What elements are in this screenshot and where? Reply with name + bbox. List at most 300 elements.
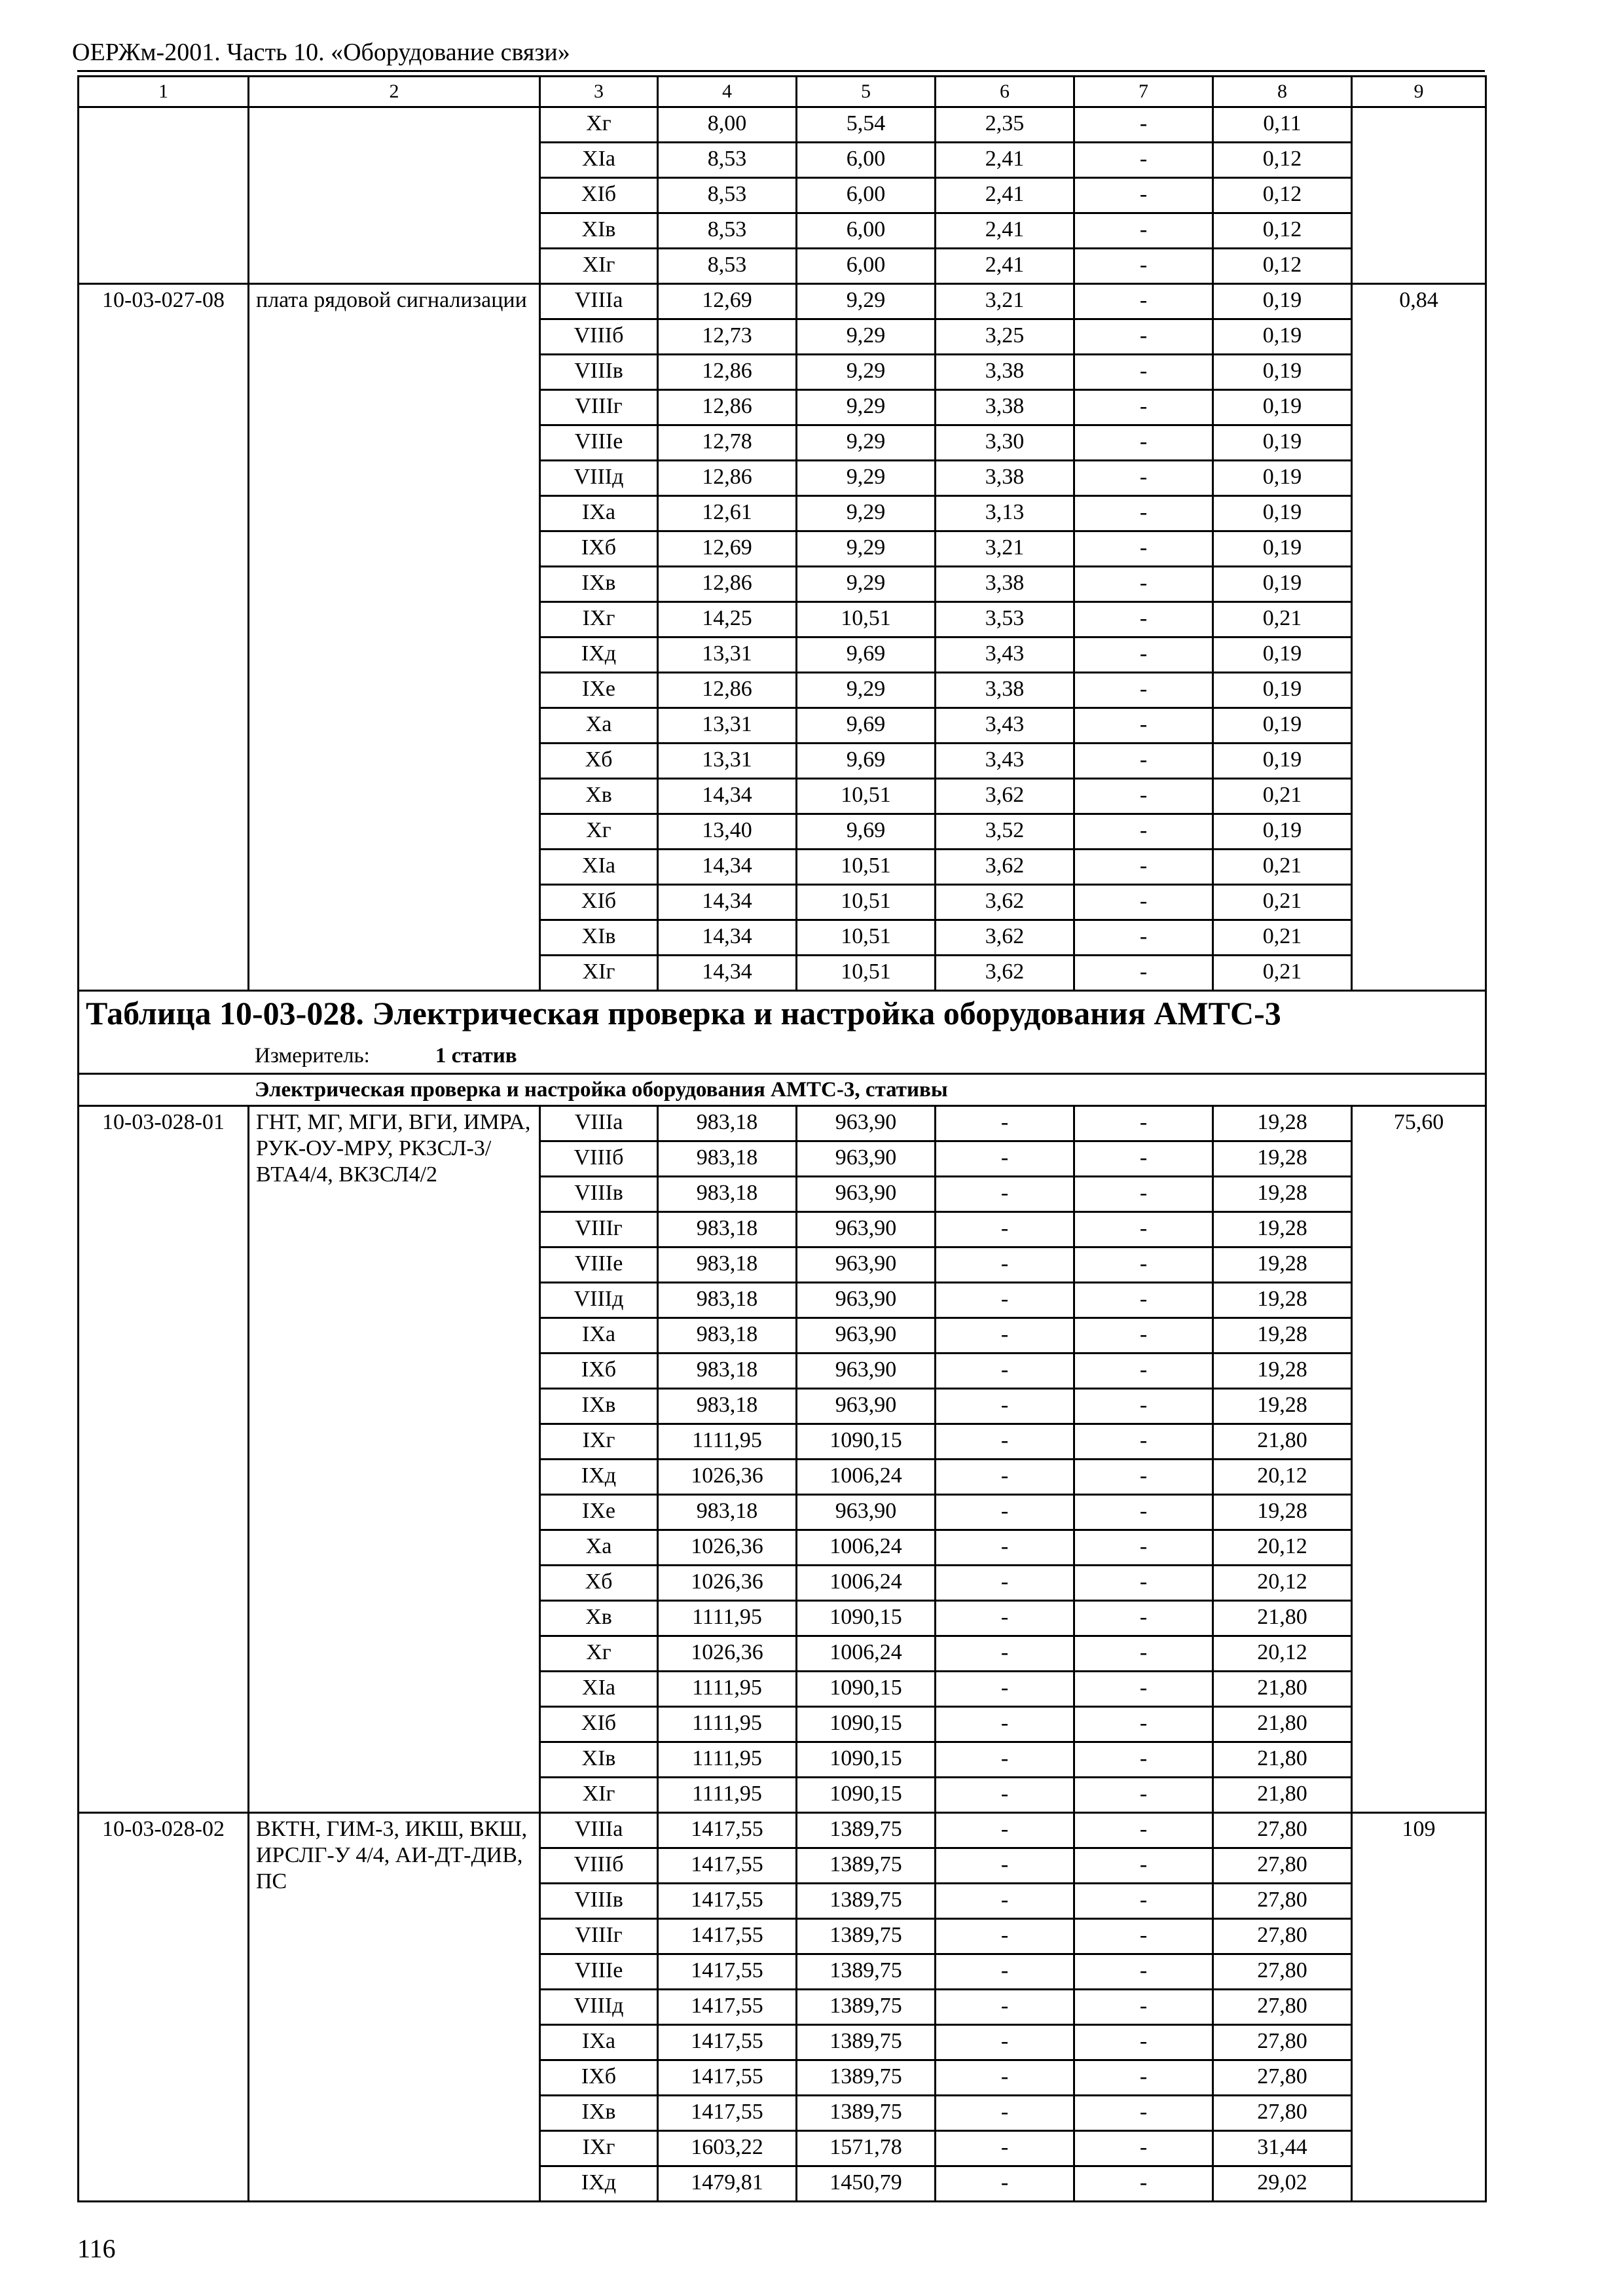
cell-col8: 20,12 [1213, 1566, 1352, 1601]
cell-col5: 1389,75 [797, 1919, 936, 1954]
cell-col4: 12,69 [658, 531, 797, 567]
cell-col5: 1006,24 [797, 1530, 936, 1566]
cell-col5: 1006,24 [797, 1566, 936, 1601]
cell-col7: - [1074, 1495, 1213, 1530]
cell-col8: 0,19 [1213, 708, 1352, 744]
cell-col6: 3,38 [936, 461, 1074, 496]
cell-col7: - [1074, 1566, 1213, 1601]
cell-col5: 9,29 [797, 355, 936, 390]
cell-col6: - [936, 1495, 1074, 1530]
cell-col3: IXв [540, 567, 658, 602]
cell-col8: 0,19 [1213, 284, 1352, 319]
cell-col6: - [936, 1884, 1074, 1919]
cell-col3: IXг [540, 1424, 658, 1460]
cell-col7: - [1074, 708, 1213, 744]
table-row [79, 1813, 1486, 1848]
cell-col7: - [1074, 2131, 1213, 2166]
cell-col3: XIв [540, 1742, 658, 1778]
cell-col8: 0,19 [1213, 567, 1352, 602]
cell-col7: - [1074, 779, 1213, 814]
cell-col8: 19,28 [1213, 1318, 1352, 1354]
cell-col7: - [1074, 814, 1213, 850]
cell-col5: 6,00 [797, 213, 936, 249]
cell-col6: 3,62 [936, 850, 1074, 885]
section-subtitle-row [79, 1074, 1486, 1106]
column-header: 5 [797, 77, 936, 107]
cell-col8: 0,19 [1213, 673, 1352, 708]
cell-col6: 3,62 [936, 779, 1074, 814]
cell-col7: - [1074, 1460, 1213, 1495]
cell-col6: - [936, 1141, 1074, 1177]
cell-col8: 19,28 [1213, 1106, 1352, 1141]
rate-code: 10-03-028-01 [79, 1106, 249, 1813]
cell-col4: 1417,55 [658, 2096, 797, 2131]
cell-col3: XIб [540, 178, 658, 213]
cell-col6: 3,21 [936, 531, 1074, 567]
cell-col5: 10,51 [797, 956, 936, 991]
cell-col8: 0,11 [1213, 107, 1352, 143]
cell-col3: IXа [540, 1318, 658, 1354]
cell-col7: - [1074, 284, 1213, 319]
cell-col7: - [1074, 496, 1213, 531]
cell-col6: - [936, 1247, 1074, 1283]
cell-col5: 9,29 [797, 567, 936, 602]
cell-col4: 8,00 [658, 107, 797, 143]
cell-col8: 0,12 [1213, 178, 1352, 213]
cell-col6: 2,41 [936, 249, 1074, 284]
cell-col6: - [936, 1460, 1074, 1495]
cell-col5: 1389,75 [797, 2096, 936, 2131]
cell-col8: 27,80 [1213, 1813, 1352, 1848]
cell-col9 [1352, 107, 1486, 284]
cell-col8: 21,80 [1213, 1672, 1352, 1707]
cell-col6: - [936, 1990, 1074, 2025]
cell-col3: XIг [540, 249, 658, 284]
cell-col5: 963,90 [797, 1247, 936, 1283]
column-header: 2 [249, 77, 540, 107]
cell-col4: 983,18 [658, 1354, 797, 1389]
cell-col5: 1389,75 [797, 2060, 936, 2096]
cell-col6: - [936, 1212, 1074, 1247]
cell-col3: IXв [540, 2096, 658, 2131]
cell-col9: 109 [1352, 1813, 1486, 2202]
cell-col5: 1571,78 [797, 2131, 936, 2166]
cell-col8: 0,19 [1213, 425, 1352, 461]
cell-col5: 963,90 [797, 1354, 936, 1389]
cell-col4: 14,25 [658, 602, 797, 637]
cell-col4: 12,86 [658, 673, 797, 708]
cell-col3: VIIIа [540, 1813, 658, 1848]
cell-col4: 1417,55 [658, 1919, 797, 1954]
cell-col7: - [1074, 1141, 1213, 1177]
cell-col8: 0,21 [1213, 602, 1352, 637]
cell-col7: - [1074, 249, 1213, 284]
table-row [79, 1106, 1486, 1141]
cell-col3: IXб [540, 2060, 658, 2096]
cell-col6: - [936, 2166, 1074, 2202]
cell-col5: 1389,75 [797, 1954, 936, 1990]
column-header: 6 [936, 77, 1074, 107]
cell-col5: 963,90 [797, 1318, 936, 1354]
cell-col3: XIв [540, 920, 658, 956]
cell-col5: 6,00 [797, 249, 936, 284]
cell-col3: VIIIв [540, 1884, 658, 1919]
running-header: ОЕРЖм-2001. Часть 10. «Оборудование связи» [72, 39, 570, 66]
cell-col8: 0,19 [1213, 461, 1352, 496]
cell-col4: 983,18 [658, 1141, 797, 1177]
cell-col6: - [936, 1813, 1074, 1848]
cell-col3: XIг [540, 956, 658, 991]
cell-col6: 2,41 [936, 178, 1074, 213]
cell-col6: - [936, 1707, 1074, 1742]
cell-col8: 0,19 [1213, 319, 1352, 355]
cell-col7: - [1074, 567, 1213, 602]
cell-col3: VIIIг [540, 390, 658, 425]
cell-col7: - [1074, 107, 1213, 143]
cell-col4: 12,69 [658, 284, 797, 319]
cell-col3: IXг [540, 602, 658, 637]
cell-col3: VIIIг [540, 1919, 658, 1954]
table-title: Таблица 10-03-028. Электрическая проверка и настройка оборудования АМТС-3 [86, 995, 1281, 1031]
cell-col3: XIа [540, 850, 658, 885]
cell-col3: VIIIг [540, 1212, 658, 1247]
cell-col6: - [936, 1848, 1074, 1884]
cell-col6: - [936, 1424, 1074, 1460]
cell-col5: 9,69 [797, 814, 936, 850]
cell-col8: 19,28 [1213, 1141, 1352, 1177]
cell-col7: - [1074, 1742, 1213, 1778]
cell-col4: 983,18 [658, 1495, 797, 1530]
cell-col6: 3,38 [936, 567, 1074, 602]
column-header-row [79, 77, 1486, 107]
header-rule [77, 70, 1485, 72]
cell-col4: 983,18 [658, 1247, 797, 1283]
cell-col4: 12,86 [658, 355, 797, 390]
cell-col6: - [936, 2060, 1074, 2096]
cell-col7: - [1074, 319, 1213, 355]
table-row [79, 107, 1486, 143]
cell-col6: - [936, 2131, 1074, 2166]
cell-col8: 20,12 [1213, 1530, 1352, 1566]
cell-col4: 13,31 [658, 708, 797, 744]
cell-col4: 12,73 [658, 319, 797, 355]
cell-col3: VIIIе [540, 1247, 658, 1283]
cell-col6: 2,41 [936, 213, 1074, 249]
cell-col7: - [1074, 1601, 1213, 1636]
cell-col7: - [1074, 1707, 1213, 1742]
cell-col6: - [936, 2096, 1074, 2131]
cell-col5: 9,29 [797, 425, 936, 461]
cell-col4: 1417,55 [658, 1884, 797, 1919]
cell-col4: 14,34 [658, 956, 797, 991]
cell-col4: 12,78 [658, 425, 797, 461]
cell-col4: 14,34 [658, 885, 797, 920]
column-header: 7 [1074, 77, 1213, 107]
cell-col5: 1450,79 [797, 2166, 936, 2202]
cell-col3: XIа [540, 1672, 658, 1707]
cell-col5: 9,69 [797, 708, 936, 744]
cell-col8: 19,28 [1213, 1354, 1352, 1389]
cell-col8: 0,21 [1213, 885, 1352, 920]
cell-col5: 9,29 [797, 390, 936, 425]
cell-col7: - [1074, 1636, 1213, 1672]
cell-col8: 0,19 [1213, 390, 1352, 425]
rates-table [77, 75, 1487, 2202]
cell-col9: 0,84 [1352, 284, 1486, 991]
cell-col3: VIIIв [540, 1177, 658, 1212]
cell-col3: IXд [540, 1460, 658, 1495]
cell-col4: 1417,55 [658, 2060, 797, 2096]
cell-col6: - [936, 1954, 1074, 1990]
cell-col4: 1111,95 [658, 1672, 797, 1707]
cell-col7: - [1074, 1530, 1213, 1566]
cell-col4: 12,86 [658, 567, 797, 602]
cell-col8: 0,19 [1213, 531, 1352, 567]
cell-col7: - [1074, 531, 1213, 567]
cell-col3: Xг [540, 1636, 658, 1672]
column-header: 3 [540, 77, 658, 107]
cell-col7: - [1074, 1919, 1213, 1954]
cell-col4: 1111,95 [658, 1778, 797, 1813]
cell-col8: 27,80 [1213, 1884, 1352, 1919]
cell-col3: IXб [540, 531, 658, 567]
cell-col3: Xг [540, 814, 658, 850]
cell-col6: - [936, 1601, 1074, 1636]
cell-col8: 0,21 [1213, 920, 1352, 956]
cell-col5: 963,90 [797, 1106, 936, 1141]
cell-col3: VIIIб [540, 1141, 658, 1177]
cell-col3: Xв [540, 779, 658, 814]
cell-col8: 0,19 [1213, 496, 1352, 531]
cell-col5: 1006,24 [797, 1636, 936, 1672]
cell-col7: - [1074, 1283, 1213, 1318]
section-title-row [79, 991, 1486, 1074]
rate-code: 10-03-028-02 [79, 1813, 249, 2202]
cell-col3: VIIIа [540, 284, 658, 319]
cell-col7: - [1074, 2096, 1213, 2131]
cell-col4: 1026,36 [658, 1460, 797, 1495]
cell-col8: 0,19 [1213, 355, 1352, 390]
cell-col6: 3,38 [936, 355, 1074, 390]
cell-col4: 14,34 [658, 779, 797, 814]
cell-col4: 1026,36 [658, 1636, 797, 1672]
cell-col4: 12,86 [658, 461, 797, 496]
cell-col8: 0,19 [1213, 637, 1352, 673]
cell-col4: 1111,95 [658, 1707, 797, 1742]
cell-col7: - [1074, 1813, 1213, 1848]
cell-col4: 1603,22 [658, 2131, 797, 2166]
cell-col6: 3,43 [936, 637, 1074, 673]
cell-col5: 10,51 [797, 779, 936, 814]
cell-col5: 1090,15 [797, 1742, 936, 1778]
cell-col7: - [1074, 1672, 1213, 1707]
cell-col4: 14,34 [658, 850, 797, 885]
cell-col8: 19,28 [1213, 1247, 1352, 1283]
cell-col3: VIIIб [540, 319, 658, 355]
cell-col8: 29,02 [1213, 2166, 1352, 2202]
cell-col6: - [936, 1106, 1074, 1141]
cell-col3: IXб [540, 1354, 658, 1389]
table-row [79, 284, 1486, 319]
cell-col5: 1090,15 [797, 1707, 936, 1742]
cell-col7: - [1074, 1354, 1213, 1389]
cell-col7: - [1074, 1424, 1213, 1460]
cell-col6: 3,25 [936, 319, 1074, 355]
cell-col3: VIIIа [540, 1106, 658, 1141]
cell-col3: VIIIе [540, 425, 658, 461]
cell-col8: 27,80 [1213, 2096, 1352, 2131]
cell-col8: 0,19 [1213, 814, 1352, 850]
cell-col7: - [1074, 143, 1213, 178]
cell-col7: - [1074, 956, 1213, 991]
cell-col4: 12,86 [658, 390, 797, 425]
cell-col4: 8,53 [658, 178, 797, 213]
section-title-cell [79, 991, 1486, 1074]
cell-col6: - [936, 1389, 1074, 1424]
cell-col3: Xб [540, 1566, 658, 1601]
cell-col6: - [936, 1566, 1074, 1601]
cell-col4: 983,18 [658, 1283, 797, 1318]
cell-col6: - [936, 1177, 1074, 1212]
cell-col6: - [936, 1318, 1074, 1354]
cell-col6: 3,38 [936, 673, 1074, 708]
cell-col3: Xв [540, 1601, 658, 1636]
cell-col5: 9,29 [797, 284, 936, 319]
cell-col8: 19,28 [1213, 1177, 1352, 1212]
cell-col7: - [1074, 920, 1213, 956]
cell-col4: 983,18 [658, 1106, 797, 1141]
cell-col3: VIIIв [540, 355, 658, 390]
cell-col8: 0,21 [1213, 956, 1352, 991]
cell-col8: 21,80 [1213, 1742, 1352, 1778]
cell-col7: - [1074, 1848, 1213, 1884]
measure-line [255, 1044, 517, 1068]
cell-col4: 983,18 [658, 1389, 797, 1424]
cell-col7: - [1074, 390, 1213, 425]
cell-col7: - [1074, 1212, 1213, 1247]
cell-col5: 6,00 [797, 143, 936, 178]
cell-col6: 3,52 [936, 814, 1074, 850]
cell-col4: 1417,55 [658, 1813, 797, 1848]
cell-col7: - [1074, 461, 1213, 496]
cell-col5: 1090,15 [797, 1672, 936, 1707]
cell-col3: IXе [540, 1495, 658, 1530]
cell-col8: 31,44 [1213, 2131, 1352, 2166]
column-header: 1 [79, 77, 249, 107]
cell-col3: XIг [540, 1778, 658, 1813]
cell-col4: 1417,55 [658, 1990, 797, 2025]
cell-col5: 9,29 [797, 531, 936, 567]
cell-col3: VIIIд [540, 1990, 658, 2025]
cell-col7: - [1074, 1247, 1213, 1283]
cell-col6: - [936, 2025, 1074, 2060]
cell-col8: 19,28 [1213, 1212, 1352, 1247]
cell-col7: - [1074, 744, 1213, 779]
cell-col8: 27,80 [1213, 2025, 1352, 2060]
cell-col8: 27,80 [1213, 1919, 1352, 1954]
cell-col6: 3,43 [936, 744, 1074, 779]
cell-col8: 20,12 [1213, 1460, 1352, 1495]
cell-col5: 963,90 [797, 1283, 936, 1318]
cell-col5: 6,00 [797, 178, 936, 213]
cell-col8: 21,80 [1213, 1601, 1352, 1636]
cell-col8: 0,19 [1213, 744, 1352, 779]
cell-col3: Xа [540, 708, 658, 744]
cell-col8: 27,80 [1213, 1954, 1352, 1990]
cell-col7: - [1074, 425, 1213, 461]
cell-col3: VIIIд [540, 1283, 658, 1318]
cell-col4: 1026,36 [658, 1566, 797, 1601]
cell-col4: 12,61 [658, 496, 797, 531]
cell-col3: XIб [540, 885, 658, 920]
cell-col6: 2,35 [936, 107, 1074, 143]
cell-col3: VIIIд [540, 461, 658, 496]
cell-col6: - [936, 1636, 1074, 1672]
cell-col4: 983,18 [658, 1318, 797, 1354]
cell-col3: IXд [540, 637, 658, 673]
cell-col8: 21,80 [1213, 1778, 1352, 1813]
cell-col8: 27,80 [1213, 1848, 1352, 1884]
cell-col5: 1389,75 [797, 1990, 936, 2025]
column-header: 8 [1213, 77, 1352, 107]
cell-col5: 963,90 [797, 1177, 936, 1212]
cell-col3: IXа [540, 2025, 658, 2060]
cell-col3: Xа [540, 1530, 658, 1566]
cell-col4: 1026,36 [658, 1530, 797, 1566]
cell-col5: 9,29 [797, 319, 936, 355]
cell-col4: 8,53 [658, 213, 797, 249]
cell-col6: 3,53 [936, 602, 1074, 637]
cell-col8: 20,12 [1213, 1636, 1352, 1672]
cell-col6: 3,30 [936, 425, 1074, 461]
cell-col3: IXд [540, 2166, 658, 2202]
cell-col7: - [1074, 213, 1213, 249]
cell-col7: - [1074, 850, 1213, 885]
cell-col3: IXе [540, 673, 658, 708]
cell-col7: - [1074, 1318, 1213, 1354]
cell-col4: 8,53 [658, 249, 797, 284]
cell-col5: 9,29 [797, 673, 936, 708]
cell-col8: 21,80 [1213, 1424, 1352, 1460]
cell-col7: - [1074, 602, 1213, 637]
cell-col6: - [936, 1283, 1074, 1318]
cell-col6: 3,62 [936, 885, 1074, 920]
cell-col7: - [1074, 1884, 1213, 1919]
cell-col8: 27,80 [1213, 2060, 1352, 2096]
cell-col5: 1389,75 [797, 1848, 936, 1884]
cell-col5: 10,51 [797, 885, 936, 920]
cell-col5: 1389,75 [797, 1884, 936, 1919]
cell-col6: - [936, 1919, 1074, 1954]
cell-col6: 3,62 [936, 956, 1074, 991]
cell-col5: 10,51 [797, 850, 936, 885]
cell-col5: 9,69 [797, 744, 936, 779]
cell-col6: 3,38 [936, 390, 1074, 425]
cell-col7: - [1074, 355, 1213, 390]
cell-col5: 1090,15 [797, 1424, 936, 1460]
cell-col9: 75,60 [1352, 1106, 1486, 1813]
cell-col5: 1389,75 [797, 2025, 936, 2060]
cell-col3: Xг [540, 107, 658, 143]
cell-col7: - [1074, 885, 1213, 920]
cell-col8: 0,12 [1213, 213, 1352, 249]
cell-col4: 1479,81 [658, 2166, 797, 2202]
cell-col5: 9,69 [797, 637, 936, 673]
cell-col5: 5,54 [797, 107, 936, 143]
rate-code: 10-03-027-08 [79, 284, 249, 991]
cell-col8: 19,28 [1213, 1283, 1352, 1318]
cell-col8: 21,80 [1213, 1707, 1352, 1742]
